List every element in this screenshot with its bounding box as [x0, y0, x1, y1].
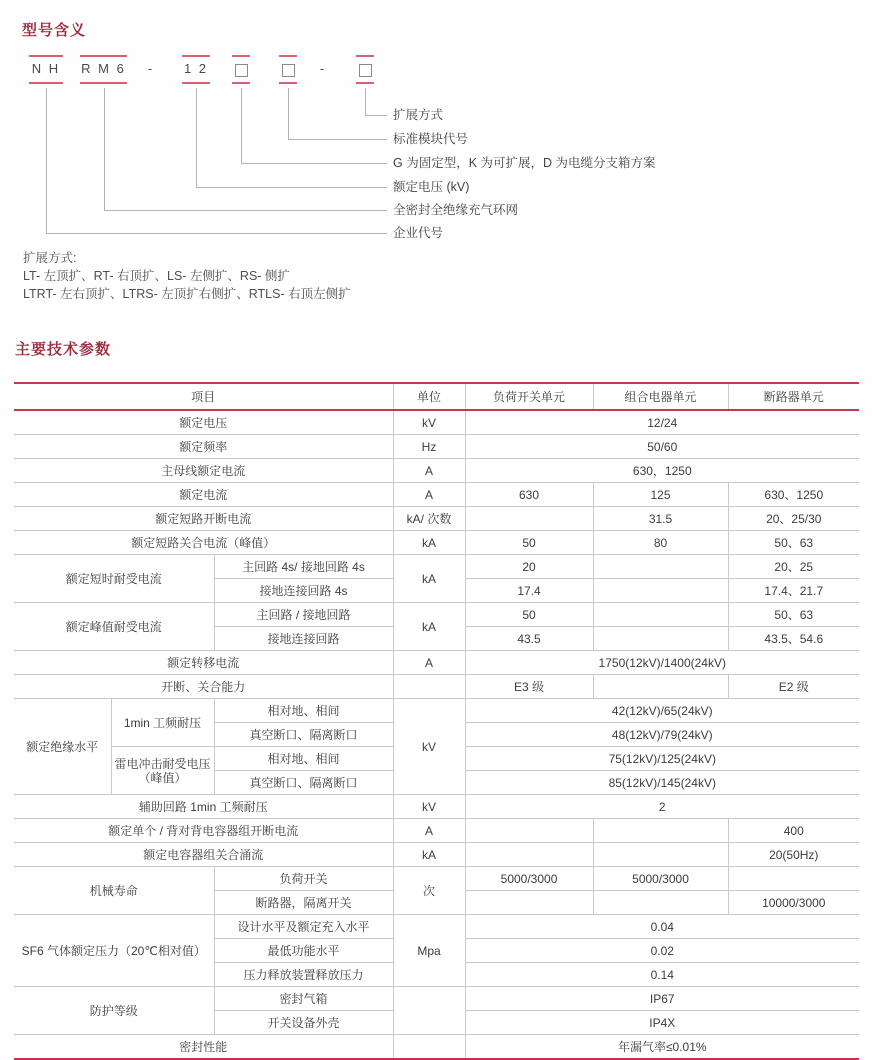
table-header-row — [14, 383, 859, 410]
model-code-segment: R M 6 — [80, 55, 127, 84]
table-cell: Hz — [393, 435, 465, 459]
table-row — [14, 435, 859, 459]
table-cell: 630、1250 — [728, 483, 859, 507]
table-cell — [593, 555, 728, 579]
table-cell: 设计水平及额定充入水平 — [214, 915, 393, 939]
model-code-segment: - — [147, 61, 155, 76]
table-cell: 5000/3000 — [593, 867, 728, 891]
table-cell: 43.5 — [465, 627, 593, 651]
table-cell: kA/ 次数 — [393, 507, 465, 531]
table-cell: 额定转移电流 — [14, 651, 393, 675]
table-cell: A — [393, 483, 465, 507]
table-row — [14, 410, 859, 435]
model-code-box — [279, 55, 297, 84]
model-code-segment: 1 2 — [182, 55, 210, 84]
table-row — [14, 603, 859, 627]
table-cell: 75(12kV)/125(24kV) — [465, 747, 859, 771]
diagram-label: 扩展方式 — [393, 108, 444, 122]
table-cell: 主母线额定电流 — [14, 459, 393, 483]
table-cell: kA — [393, 531, 465, 555]
table-cell: kA — [393, 555, 465, 603]
table-cell: 额定短路关合电流（峰值） — [14, 531, 393, 555]
table-cell: Mpa — [393, 915, 465, 987]
table-row — [14, 915, 859, 939]
table-cell: 主回路 / 接地回路 — [214, 603, 393, 627]
table-cell: 开断、关合能力 — [14, 675, 393, 699]
model-code-box — [232, 55, 250, 84]
table-row — [14, 459, 859, 483]
table-cell: 50、63 — [728, 603, 859, 627]
table-cell: 真空断口、隔离断口 — [214, 771, 393, 795]
table-cell: 20(50Hz) — [728, 843, 859, 867]
section-title-tech-params: 主要技术参数 — [15, 341, 112, 358]
table-cell — [728, 867, 859, 891]
placeholder-box-icon — [235, 64, 248, 77]
table-cell — [465, 843, 593, 867]
table-cell: 2 — [465, 795, 859, 819]
table-cell — [593, 819, 728, 843]
table-cell: 17.4、21.7 — [728, 579, 859, 603]
table-cell: 0.14 — [465, 963, 859, 987]
table-cell: 额定电流 — [14, 483, 393, 507]
table-cell — [393, 1035, 465, 1060]
table-row — [14, 483, 859, 507]
placeholder-box-icon — [359, 64, 372, 77]
table-cell: 42(12kV)/65(24kV) — [465, 699, 859, 723]
table-cell — [465, 819, 593, 843]
diagram-connector-vline — [288, 88, 289, 139]
diagram-connector-hline — [365, 115, 387, 116]
table-cell — [593, 603, 728, 627]
table-cell — [593, 627, 728, 651]
table-cell: 雷电冲击耐受电压（峰值） — [111, 747, 214, 795]
table-cell: 密封性能 — [14, 1035, 393, 1060]
table-cell: 50 — [465, 531, 593, 555]
table-cell: 额定短时耐受电流 — [14, 555, 214, 603]
expansion-note-line2: LTRT- 左右顶扩、LTRS- 左顶扩右侧扩、RTLS- 右顶左侧扩 — [23, 287, 351, 301]
table-cell: 额定频率 — [14, 435, 393, 459]
diagram-connector-vline — [196, 88, 197, 187]
table-cell — [393, 987, 465, 1035]
model-code-segment: N H — [29, 55, 63, 84]
diagram-connector-vline — [46, 88, 47, 233]
table-cell: 断路器，隔离开关 — [214, 891, 393, 915]
table-cell: 额定单个 / 背对背电容器组开断电流 — [14, 819, 393, 843]
table-cell: 额定峰值耐受电流 — [14, 603, 214, 651]
diagram-connector-vline — [104, 88, 105, 210]
table-cell: A — [393, 651, 465, 675]
table-cell: E2 级 — [728, 675, 859, 699]
table-cell: kV — [393, 699, 465, 795]
diagram-connector-hline — [288, 139, 387, 140]
table-cell: 最低功能水平 — [214, 939, 393, 963]
table-cell: 125 — [593, 483, 728, 507]
expansion-note-title: 扩展方式: — [23, 251, 77, 265]
table-cell: 50 — [465, 603, 593, 627]
table-cell: 次 — [393, 867, 465, 915]
table-cell: A — [393, 819, 465, 843]
table-cell — [593, 891, 728, 915]
table-cell: SF6 气体额定压力（20℃相对值） — [14, 915, 214, 987]
diagram-label: 企业代号 — [393, 226, 444, 240]
table-row — [14, 795, 859, 819]
table-cell: 1min 工频耐压 — [111, 699, 214, 747]
diagram-connector-vline — [241, 88, 242, 163]
table-cell: 辅助回路 1min 工频耐压 — [14, 795, 393, 819]
table-row — [14, 675, 859, 699]
table-cell: 密封气箱 — [214, 987, 393, 1011]
expansion-note-line1: LT- 左顶扩、RT- 右顶扩、LS- 左侧扩、RS- 侧扩 — [23, 269, 290, 283]
table-cell: 48(12kV)/79(24kV) — [465, 723, 859, 747]
table-header-cell: 单位 — [393, 383, 465, 410]
table-cell: 43.5、54.6 — [728, 627, 859, 651]
table-row — [14, 699, 859, 723]
diagram-label: 全密封全绝缘充气环网 — [393, 203, 519, 217]
table-cell: 接地连接回路 4s — [214, 579, 393, 603]
table-row — [14, 1035, 859, 1060]
table-header-cell: 项目 — [14, 383, 393, 410]
table-cell: 主回路 4s/ 接地回路 4s — [214, 555, 393, 579]
table-row — [14, 987, 859, 1011]
diagram-label: 额定电压 (kV) — [393, 180, 470, 194]
table-cell: 5000/3000 — [465, 867, 593, 891]
table-cell: 相对地、相间 — [214, 699, 393, 723]
table-body — [14, 410, 859, 1059]
table-row — [14, 651, 859, 675]
placeholder-box-icon — [282, 64, 295, 77]
table-cell: 0.04 — [465, 915, 859, 939]
model-code-box — [356, 55, 374, 84]
table-cell: 50、63 — [728, 531, 859, 555]
table-cell: 真空断口、隔离断口 — [214, 723, 393, 747]
table-cell: 20 — [465, 555, 593, 579]
table-cell: 10000/3000 — [728, 891, 859, 915]
table-cell: 开关设备外壳 — [214, 1011, 393, 1035]
table-cell — [593, 843, 728, 867]
table-cell: 20、25 — [728, 555, 859, 579]
model-code-segment: - — [319, 61, 327, 76]
table-cell: 额定绝缘水平 — [14, 699, 111, 795]
table-cell: 630，1250 — [465, 459, 859, 483]
table-cell: 相对地、相间 — [214, 747, 393, 771]
table-cell: kA — [393, 603, 465, 651]
parameters-table — [14, 382, 859, 1060]
table-cell: 0.02 — [465, 939, 859, 963]
table-cell: 12/24 — [465, 410, 859, 435]
table-cell: 630 — [465, 483, 593, 507]
table-cell: A — [393, 459, 465, 483]
diagram-connector-hline — [46, 233, 387, 234]
table-cell: 31.5 — [593, 507, 728, 531]
diagram-connector-vline — [365, 88, 366, 115]
table-cell — [593, 579, 728, 603]
diagram-label: 标准模块代号 — [393, 132, 469, 146]
table-cell: kA — [393, 843, 465, 867]
table-cell: 机械寿命 — [14, 867, 214, 915]
table-row — [14, 531, 859, 555]
table-cell: 50/60 — [465, 435, 859, 459]
table-cell: 1750(12kV)/1400(24kV) — [465, 651, 859, 675]
table-cell: 85(12kV)/145(24kV) — [465, 771, 859, 795]
table-cell: E3 级 — [465, 675, 593, 699]
table-cell — [465, 891, 593, 915]
table-cell: 80 — [593, 531, 728, 555]
table-cell: 额定电压 — [14, 410, 393, 435]
table-cell: kV — [393, 795, 465, 819]
table-cell: IP67 — [465, 987, 859, 1011]
table-header-cell: 负荷开关单元 — [465, 383, 593, 410]
table-cell: 接地连接回路 — [214, 627, 393, 651]
table-row — [14, 843, 859, 867]
table-cell: 负荷开关 — [214, 867, 393, 891]
table-cell: 额定短路开断电流 — [14, 507, 393, 531]
table-row — [14, 819, 859, 843]
table-cell — [465, 507, 593, 531]
table-header-cell: 断路器单元 — [728, 383, 859, 410]
table-cell: 20、25/30 — [728, 507, 859, 531]
table-cell: 压力释放装置释放压力 — [214, 963, 393, 987]
table-cell — [393, 675, 465, 699]
table-cell: kV — [393, 410, 465, 435]
diagram-label: G 为固定型，K 为可扩展，D 为电缆分支箱方案 — [393, 156, 656, 170]
diagram-connector-hline — [104, 210, 387, 211]
table-cell: 年漏气率≤0.01% — [465, 1035, 859, 1060]
diagram-connector-hline — [196, 187, 387, 188]
table-header — [14, 383, 859, 410]
table-header-cell: 组合电器单元 — [593, 383, 728, 410]
table-cell: 额定电容器组关合涌流 — [14, 843, 393, 867]
table-row — [14, 507, 859, 531]
table-cell: 防护等级 — [14, 987, 214, 1035]
diagram-connector-hline — [241, 163, 387, 164]
table-cell — [593, 675, 728, 699]
table-row — [14, 555, 859, 579]
table-row — [14, 867, 859, 891]
table-cell: 400 — [728, 819, 859, 843]
table-cell: 17.4 — [465, 579, 593, 603]
section-title-model-meaning: 型号含义 — [22, 22, 87, 39]
table-cell: IP4X — [465, 1011, 859, 1035]
